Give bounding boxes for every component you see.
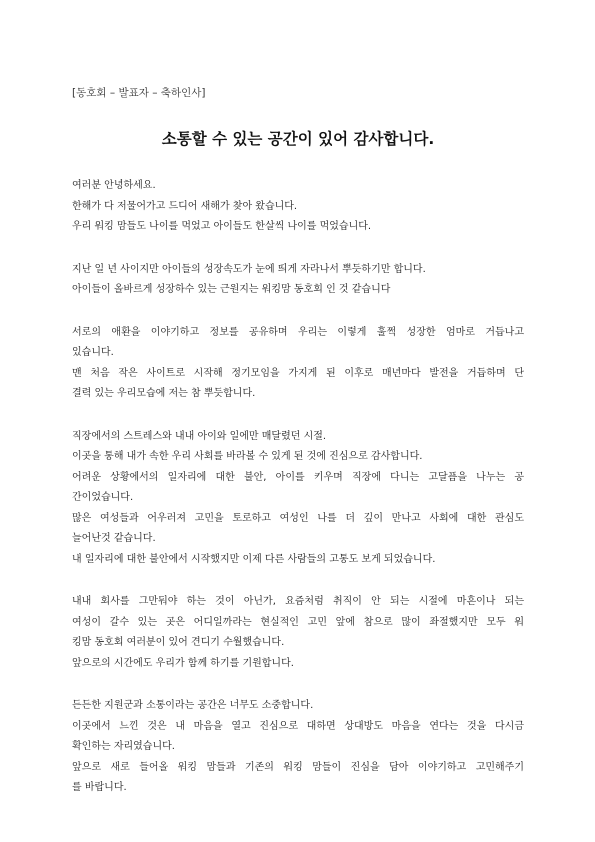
text-line: 여러분 안녕하세요. — [72, 180, 156, 191]
paragraph — [72, 323, 524, 405]
text-line: 여성이 갈수 있는 곳은 어디일까라는 현실적인 고민 앞에 참으로 많이 좌절했지만 모두 워 — [72, 616, 524, 628]
text-line: 직장에서의 스트레스와 내내 아이와 일에만 매달렸던 시절. — [72, 430, 327, 442]
text-line: 내 일자리에 대한 불안에서 시작했지만 이제 다른 사람들의 고통도 보게 되었습니다. — [72, 553, 436, 565]
text-line: 아이들이 올바르게 성장하수 있는 근원지는 워킹맘 동호회 인 것 같습니다 — [72, 284, 391, 295]
document-page — [72, 86, 524, 821]
document-title: 소통할 수 있는 공간이 있어 감사합니다. — [161, 130, 435, 148]
text-line: 우리 워킹 맘들도 나이를 먹었고 아이들도 한살씩 나이를 먹었습니다. — [72, 221, 372, 232]
paragraph — [72, 427, 524, 571]
text-line: 많은 여성들과 어우러져 고민을 토로하고 여성인 나를 더 깊이 만나고 사회에 대한 관심도 — [72, 512, 524, 524]
text-line: 확인하는 자리였습니다. — [72, 741, 175, 752]
header-tag: [동호회 – 발표자 – 축하인사] — [72, 87, 206, 99]
document-body — [72, 176, 524, 799]
paragraph — [72, 176, 524, 238]
text-line: 늘어난것 같습니다. — [72, 533, 156, 544]
text-line: 내내 회사를 그만둬야 하는 것이 아닌가, 요즘처럼 취직이 안 되는 시절에 마흔이나 되는 — [72, 596, 524, 607]
text-line: 지난 일 년 사이지만 아이들의 성장속도가 눈에 띄게 자라나서 뿌듯하기만 합니다. — [72, 263, 426, 275]
paragraph — [72, 696, 524, 799]
paragraph — [72, 592, 524, 674]
text-line: 이곳을 통해 내가 속한 우리 사회를 바라볼 수 있게 된 것에 진심으로 감사합니다. — [72, 451, 423, 462]
text-line: 결력 있는 우리모습에 저는 참 뿌듯합니다. — [72, 388, 256, 399]
text-line: 어려운 상황에서의 일자리에 대한 불안, 아이를 키우며 직장에 다니는 고달픔을 나누는 공 — [72, 471, 524, 483]
text-line: 앞으로의 시간에도 우리가 함께 하기를 기원합니다. — [72, 657, 294, 669]
paragraph — [72, 260, 524, 301]
text-line: 맨 처음 작은 사이트로 시작해 정기모임을 가지게 된 이후로 매년마다 발전을 거듭하며 단 — [72, 367, 524, 379]
text-line: 서로의 애환을 이야기하고 정보를 공유하며 우리는 이렇게 훌쩍 성장한 엄마로 거듭나고 — [72, 326, 524, 338]
text-line: 킹맘 동호회 여러분이 있어 견디기 수월했습니다. — [72, 637, 285, 648]
text-line: 한해가 다 저물어가고 드디어 새해가 찾아 왔습니다. — [72, 200, 298, 212]
text-line: 를 바랍니다. — [72, 782, 127, 793]
text-line: 든든한 지원군과 소통이라는 공간은 너무도 소중합니다. — [72, 700, 314, 711]
text-line: 이곳에서 느낀 것은 내 마음을 열고 진심으로 대하면 상대방도 마음을 연다는 것을 다시금 — [72, 720, 524, 732]
text-line: 있습니다. — [72, 347, 114, 358]
text-line: 간이었습니다. — [72, 492, 134, 503]
text-line: 앞으로 새로 들어올 워킹 맘들과 기존의 워킹 맘들이 진심을 담아 이야기하고 고민해주기 — [72, 761, 524, 773]
